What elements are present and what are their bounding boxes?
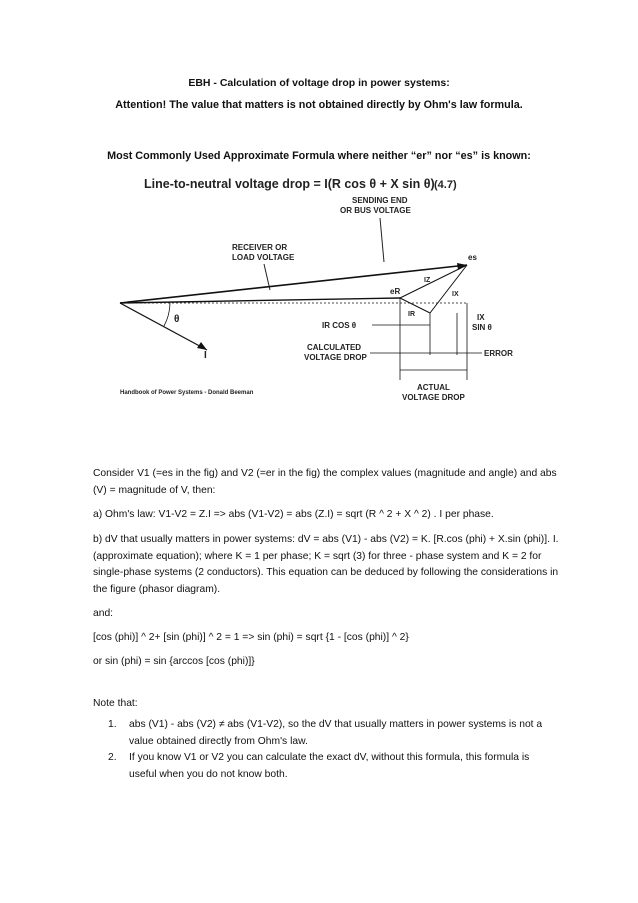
theta-arc xyxy=(164,303,170,326)
current-phasor xyxy=(120,303,207,350)
iz-label: IZ xyxy=(424,277,431,284)
note-number-1: 1. xyxy=(108,719,117,730)
formula-heading: Most Commonly Used Approximate Formula where neither “er” nor “es” is known: xyxy=(107,150,531,162)
note-item-2 xyxy=(93,750,553,783)
sending-end-pointer xyxy=(380,218,384,262)
phasor-diagram xyxy=(112,170,542,410)
attention-note: Attention! The value that matters is not obtained directly by Ohm's law formula. xyxy=(115,99,523,111)
theta-label: θ xyxy=(174,314,180,325)
paragraph-and: and: xyxy=(93,608,114,619)
es-label: es xyxy=(468,253,477,262)
ir-label: IR xyxy=(408,311,415,318)
note-text-2: If you know V1 or V2 you can calculate the exact dV, without this formula, this formula is useful when you do not know both. xyxy=(129,752,530,780)
ix-sin-label-1: IX xyxy=(477,313,485,322)
calculated-drop-label-1: CALCULATED xyxy=(307,343,362,352)
document-title: EBH - Calculation of voltage drop in power systems: xyxy=(188,77,450,89)
er-label: eR xyxy=(390,287,401,296)
ix-sin-label-2: SIN θ xyxy=(472,323,492,332)
note-number-2: 2. xyxy=(108,752,117,763)
current-arrowhead xyxy=(197,342,207,350)
phasor-diagram-figure xyxy=(112,170,542,410)
equation-number: (4.7) xyxy=(434,179,457,191)
paragraph-arccos: or sin (phi) = sin {arccos [cos (phi)]} xyxy=(93,656,255,667)
paragraph-sin-identity: [cos (phi)] ^ 2+ [sin (phi)] ^ 2 = 1 => sin (phi) = sqrt {1 - [cos (phi)] ^ 2} xyxy=(93,632,409,643)
paragraph-dv: b) dV that usually matters in power systems: dV = abs (V1) - abs (V2) = K. [R.cos (phi) + X.sin (phi)]. I. (approximate equation); where K = 1 per phase; K = sqrt (3) for three - phase system and K = 2 for single-phase systems (2 conductors). This equation can be deduced by following the considerations in the figure (phasor diagram). xyxy=(93,534,559,595)
equation-label: Line-to-neutral voltage drop = I(R cos θ + X sin θ) xyxy=(144,177,435,191)
figure-source: Handbook of Power Systems - Donald Beeman xyxy=(120,390,254,396)
receiver-label-1: RECEIVER OR xyxy=(232,243,288,252)
actual-drop-label-1: ACTUAL xyxy=(417,383,450,392)
sending-end-label-2: OR BUS VOLTAGE xyxy=(340,206,411,215)
ir-cos-label: IR COS θ xyxy=(322,321,357,330)
calculated-drop-label-2: VOLTAGE DROP xyxy=(304,353,367,362)
paragraph-consider: Consider V1 (=es in the fig) and V2 (=er in the fig) the complex values (magnitude and angle) and abs (V) = magnitude of V, then: xyxy=(93,468,557,496)
receiver-label-2: LOAD VOLTAGE xyxy=(232,253,295,262)
current-label: I xyxy=(204,350,207,361)
ix-label: IX xyxy=(452,291,459,298)
paragraph-ohms-law: a) Ohm's law: V1-V2 = Z.I => abs (V1-V2) = abs (Z.I) = sqrt (R ^ 2 + X ^ 2) . I per phase. xyxy=(93,509,494,520)
notes-list xyxy=(93,717,553,783)
notes-heading: Note that: xyxy=(93,698,138,709)
error-label: ERROR xyxy=(484,349,513,358)
note-item-1 xyxy=(93,717,553,750)
sending-voltage-phasor xyxy=(120,265,467,303)
sending-end-label-1: SENDING END xyxy=(352,196,408,205)
ix-line xyxy=(430,265,467,313)
ir-line xyxy=(400,298,430,313)
note-text-1: abs (V1) - abs (V2) ≠ abs (V1-V2), so the dV that usually matters in power systems is not a value obtained directly from Ohm's law. xyxy=(129,719,543,747)
actual-drop-label-2: VOLTAGE DROP xyxy=(402,393,465,402)
